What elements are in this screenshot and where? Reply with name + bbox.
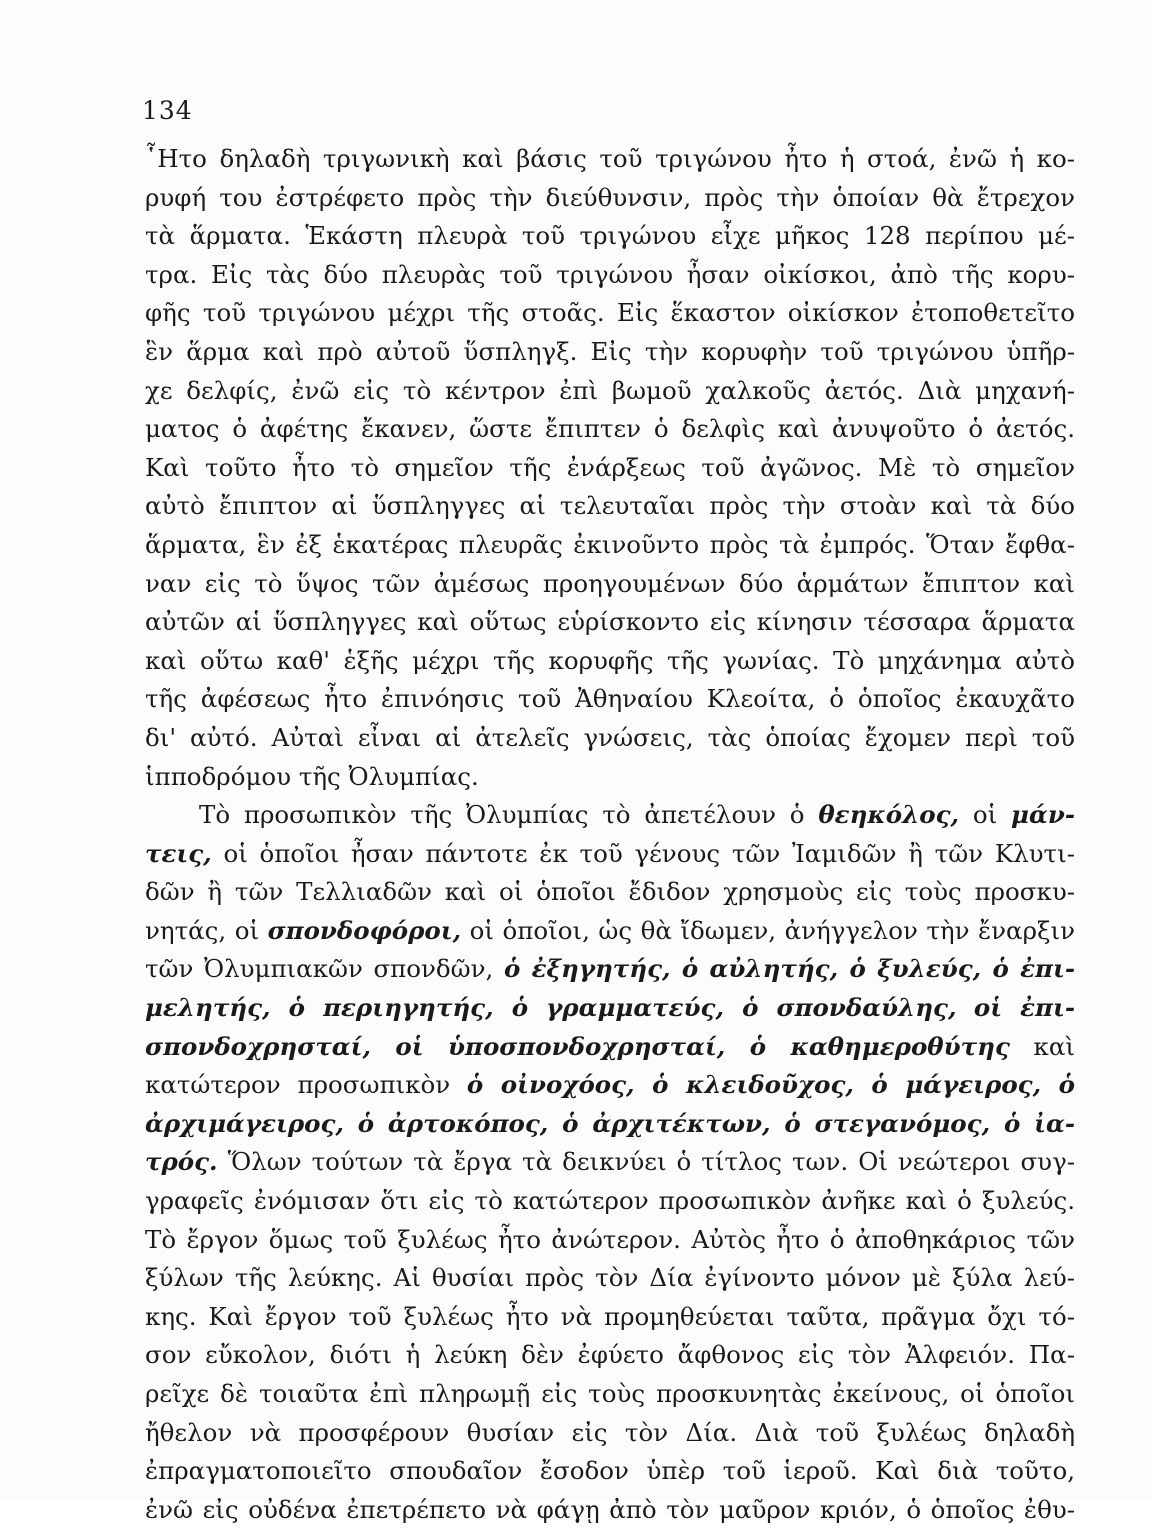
text-line [145, 565, 1075, 604]
text-line [145, 372, 1075, 411]
bold-term: μελητής, ὁ περιηγητής, ὁ γραμματεύς, ὁ σπονδαύλης, [145, 993, 957, 1023]
text-segment: οἱ [959, 800, 1012, 830]
text-segment: Τὸ ἔργον ὅμως τοῦ ξυλέως ἦτο ἀνώτερον. Αὐτὸς ἦτο ὁ ἀποθηκάριος τῶν [145, 1224, 1075, 1254]
text-segment: τρα. Εἰς τὰς δύο πλευρὰς τοῦ τριγώνου ἦσαν οἰκίσκοι, ἀπὸ τῆς κορυ- [145, 259, 1075, 289]
text-segment: δι' αὐτό. Αὐταὶ εἶναι αἱ ἀτελεῖς γνώσεις, τὰς ὁποίας ἔχομεν περὶ τοῦ [145, 722, 1075, 752]
bold-term: ὁ ἐξηγητής, ὁ αὐλητής, ὁ ξυλεύς, ὁ ἐπι- [503, 954, 1075, 984]
text-line [145, 1491, 1075, 1529]
text-line [145, 989, 1075, 1028]
text-line [145, 835, 1075, 874]
text-segment: Τὸ προσωπικὸν τῆς Ὀλυμπίας τὸ ἀπετέλουν ὁ [199, 800, 819, 830]
text-segment: κατώτερον προσωπικὸν [145, 1070, 467, 1100]
text-segment: ἐπραγματοποιεῖτο σπουδαῖον ἔσοδον ὑπὲρ τοῦ ἱεροῦ. Καὶ διὰ τοῦτο, [145, 1456, 1075, 1486]
body-text [145, 140, 1075, 1529]
text-line [145, 140, 1075, 179]
text-line [145, 912, 1075, 951]
text-segment: ἓν ἅρμα καὶ πρὸ αὐτοῦ ὕσπληγξ. Εἰς τὴν κορυφὴν τοῦ τριγώνου ὑπῆρ- [145, 336, 1075, 366]
bold-term: οἱ ἐπι- [973, 993, 1075, 1023]
text-line [145, 179, 1075, 218]
text-segment: κης. Καὶ ἔργον τοῦ ξυλέως ἦτο νὰ προμηθεύεται ταῦτα, πρᾶγμα ὄχι τό- [145, 1301, 1075, 1331]
text-segment: καὶ [1009, 1031, 1075, 1061]
text-line [145, 950, 1075, 989]
text-line [145, 487, 1075, 526]
text-line [145, 642, 1075, 681]
text-segment: Ὅλων τούτων τὰ ἔργα τὰ δεικνύει ὁ τίτλος των. Οἱ νεώτεροι συγ- [217, 1147, 1075, 1177]
text-segment: ἅρματα, ἓν ἐξ ἑκατέρας πλευρᾶς ἐκινοῦντο πρὸς τὰ ἐμπρός. Ὅταν ἔφθα- [145, 529, 1075, 559]
text-line [145, 410, 1075, 449]
text-line [145, 333, 1075, 372]
text-segment: ρυφή του ἐστρέφετο πρὸς τὴν διεύθυνσιν, πρὸς τὴν ὁποίαν θὰ ἔτρεχον [145, 182, 1075, 212]
text-segment: ῟Ητο δηλαδὴ τριγωνικὴ καὶ βάσις τοῦ τριγώνου ἦτο ἡ στοά, ἐνῶ ἡ κο- [145, 144, 1075, 173]
text-line [145, 1375, 1075, 1414]
text-line [145, 873, 1075, 912]
bold-term: σπονδοφόροι, [267, 915, 462, 945]
text-line [145, 294, 1075, 333]
bold-term: σπονδοχρησταί, οἱ ὑποσπονδοχρησταί, ὁ καθημεροθύτης [145, 1031, 1010, 1061]
text-line [145, 603, 1075, 642]
text-line [145, 1143, 1075, 1182]
text-line [145, 526, 1075, 565]
text-segment: ναν εἰς τὸ ὕψος τῶν ἀμέσως προηγουμένων δύο ἁρμάτων ἔπιπτον καὶ [145, 568, 1075, 598]
text-line [145, 1452, 1075, 1491]
text-segment: αὐτὸ ἔπιπτον αἱ ὕσπληγγες αἱ τελευταῖαι πρὸς τὴν στοὰν καὶ τὰ δύο [145, 491, 1075, 521]
text-line [145, 1298, 1075, 1337]
text-line [145, 1105, 1075, 1144]
bold-term: τρός. [145, 1147, 218, 1177]
text-segment: ματος ὁ ἀφέτης ἔκανεν, ὥστε ἔπιπτεν ὁ δελφὶς καὶ ἀνυψοῦτο ὁ ἀετός. [145, 414, 1075, 444]
text-segment: ξύλων τῆς λεύκης. Αἱ θυσίαι πρὸς τὸν Δία ἐγίνοντο μόνον μὲ ξύλα λεύ- [145, 1263, 1075, 1293]
bold-term: θεηκόλος, [818, 800, 960, 830]
text-line [145, 758, 1075, 797]
text-segment [957, 993, 974, 1022]
text-segment: φῆς τοῦ τριγώνου μέχρι τῆς στοᾶς. Εἰς ἕκαστον οἰκίσκον ἐτοποθετεῖτο [145, 298, 1075, 328]
text-line [145, 1259, 1075, 1298]
bold-term: ἀρχιμάγειρος, ὁ ἀρτοκόπος, ὁ ἀρχιτέκτων, ὁ στεγανόμος, ὁ ἰα- [145, 1108, 1075, 1138]
page-number: 134 [142, 96, 193, 125]
text-segment: τὰ ἅρματα. Ἑκάστη πλευρὰ τοῦ τριγώνου εἶχε μῆκος 128 περίπου μέ- [145, 221, 1075, 251]
text-segment: γραφεῖς ἐνόμισαν ὅτι εἰς τὸ κατώτερον προσωπικὸν ἀνῆκε καὶ ὁ ξυλεύς. [145, 1186, 1075, 1216]
text-segment: αὐτῶν αἱ ὕσπληγγες καὶ οὕτως εὑρίσκοντο εἰς κίνησιν τέσσαρα ἅρματα [145, 607, 1075, 637]
text-line [145, 796, 1075, 835]
text-segment: σον εὔκολον, διότι ἡ λεύκη δὲν ἐφύετο ἄφθονος εἰς τὸν Ἀλφειόν. Πα- [145, 1340, 1075, 1370]
text-line [145, 1066, 1075, 1105]
text-line [145, 1414, 1075, 1453]
text-line [145, 1336, 1075, 1375]
text-segment: ἤθελον νὰ προσφέρουν θυσίαν εἰς τὸν Δία. Διὰ τοῦ ξυλέως δηλαδὴ [145, 1417, 1075, 1447]
bold-term: μάν- [1011, 800, 1075, 830]
text-segment: τῶν Ὀλυμπιακῶν σπονδῶν, [145, 954, 504, 984]
text-line [145, 256, 1075, 295]
text-line [145, 1221, 1075, 1260]
text-line [145, 217, 1075, 256]
text-segment: τῆς ἀφέσεως ἦτο ἐπινόησις τοῦ Ἀθηναίου Κλεοίτα, ὁ ὁποῖος ἐκαυχᾶτο [145, 684, 1075, 714]
text-segment: Καὶ τοῦτο ἦτο τὸ σημεῖον τῆς ἐνάρξεως τοῦ ἀγῶνος. Μὲ τὸ σημεῖον [145, 452, 1075, 482]
text-line [145, 719, 1075, 758]
text-segment: ἱπποδρόμου τῆς Ὀλυμπίας. [145, 761, 479, 791]
text-line [145, 680, 1075, 719]
bold-term: ὁ οἰνοχόος, ὁ κλειδοῦχος, ὁ μάγειρος, ὁ [466, 1070, 1075, 1100]
text-line [145, 1028, 1075, 1067]
text-segment: καὶ οὕτω καθ' ἑξῆς μέχρι τῆς κορυφῆς τῆς γωνίας. Τὸ μηχάνημα αὐτὸ [145, 645, 1075, 675]
bold-term: τεις, [145, 838, 212, 868]
text-segment: οἱ ὁποῖοι ἦσαν πάντοτε ἐκ τοῦ γένους τῶν Ἰαμιδῶν ἢ τῶν Κλυτι- [211, 838, 1075, 868]
text-segment: οἱ ὁποῖοι, ὡς θὰ ἴδωμεν, ἀνήγγελον τὴν ἔναρξιν [461, 915, 1075, 945]
text-segment: χε δελφίς, ἐνῶ εἰς τὸ κέντρον ἐπὶ βωμοῦ χαλκοῦς ἀετός. Διὰ μηχανή- [145, 375, 1075, 405]
text-line [145, 1182, 1075, 1221]
text-segment: ἐνῶ εἰς οὐδένα ἐπετρέπετο νὰ φάγῃ ἀπὸ τὸν μαῦρον κριόν, ὁ ὁποῖος ἐθυ- [145, 1494, 1075, 1524]
text-line [145, 449, 1075, 488]
text-segment: δῶν ἢ τῶν Τελλιαδῶν καὶ οἱ ὁποῖοι ἔδιδον χρησμοὺς εἰς τοὺς προσκυ- [145, 877, 1075, 907]
text-segment: ρεῖχε δὲ τοιαῦτα ἐπὶ πληρωμῇ εἰς τοὺς προσκυνητὰς ἐκείνους, οἱ ὁποῖοι [145, 1379, 1075, 1408]
text-segment: νητάς, οἱ [145, 915, 268, 945]
